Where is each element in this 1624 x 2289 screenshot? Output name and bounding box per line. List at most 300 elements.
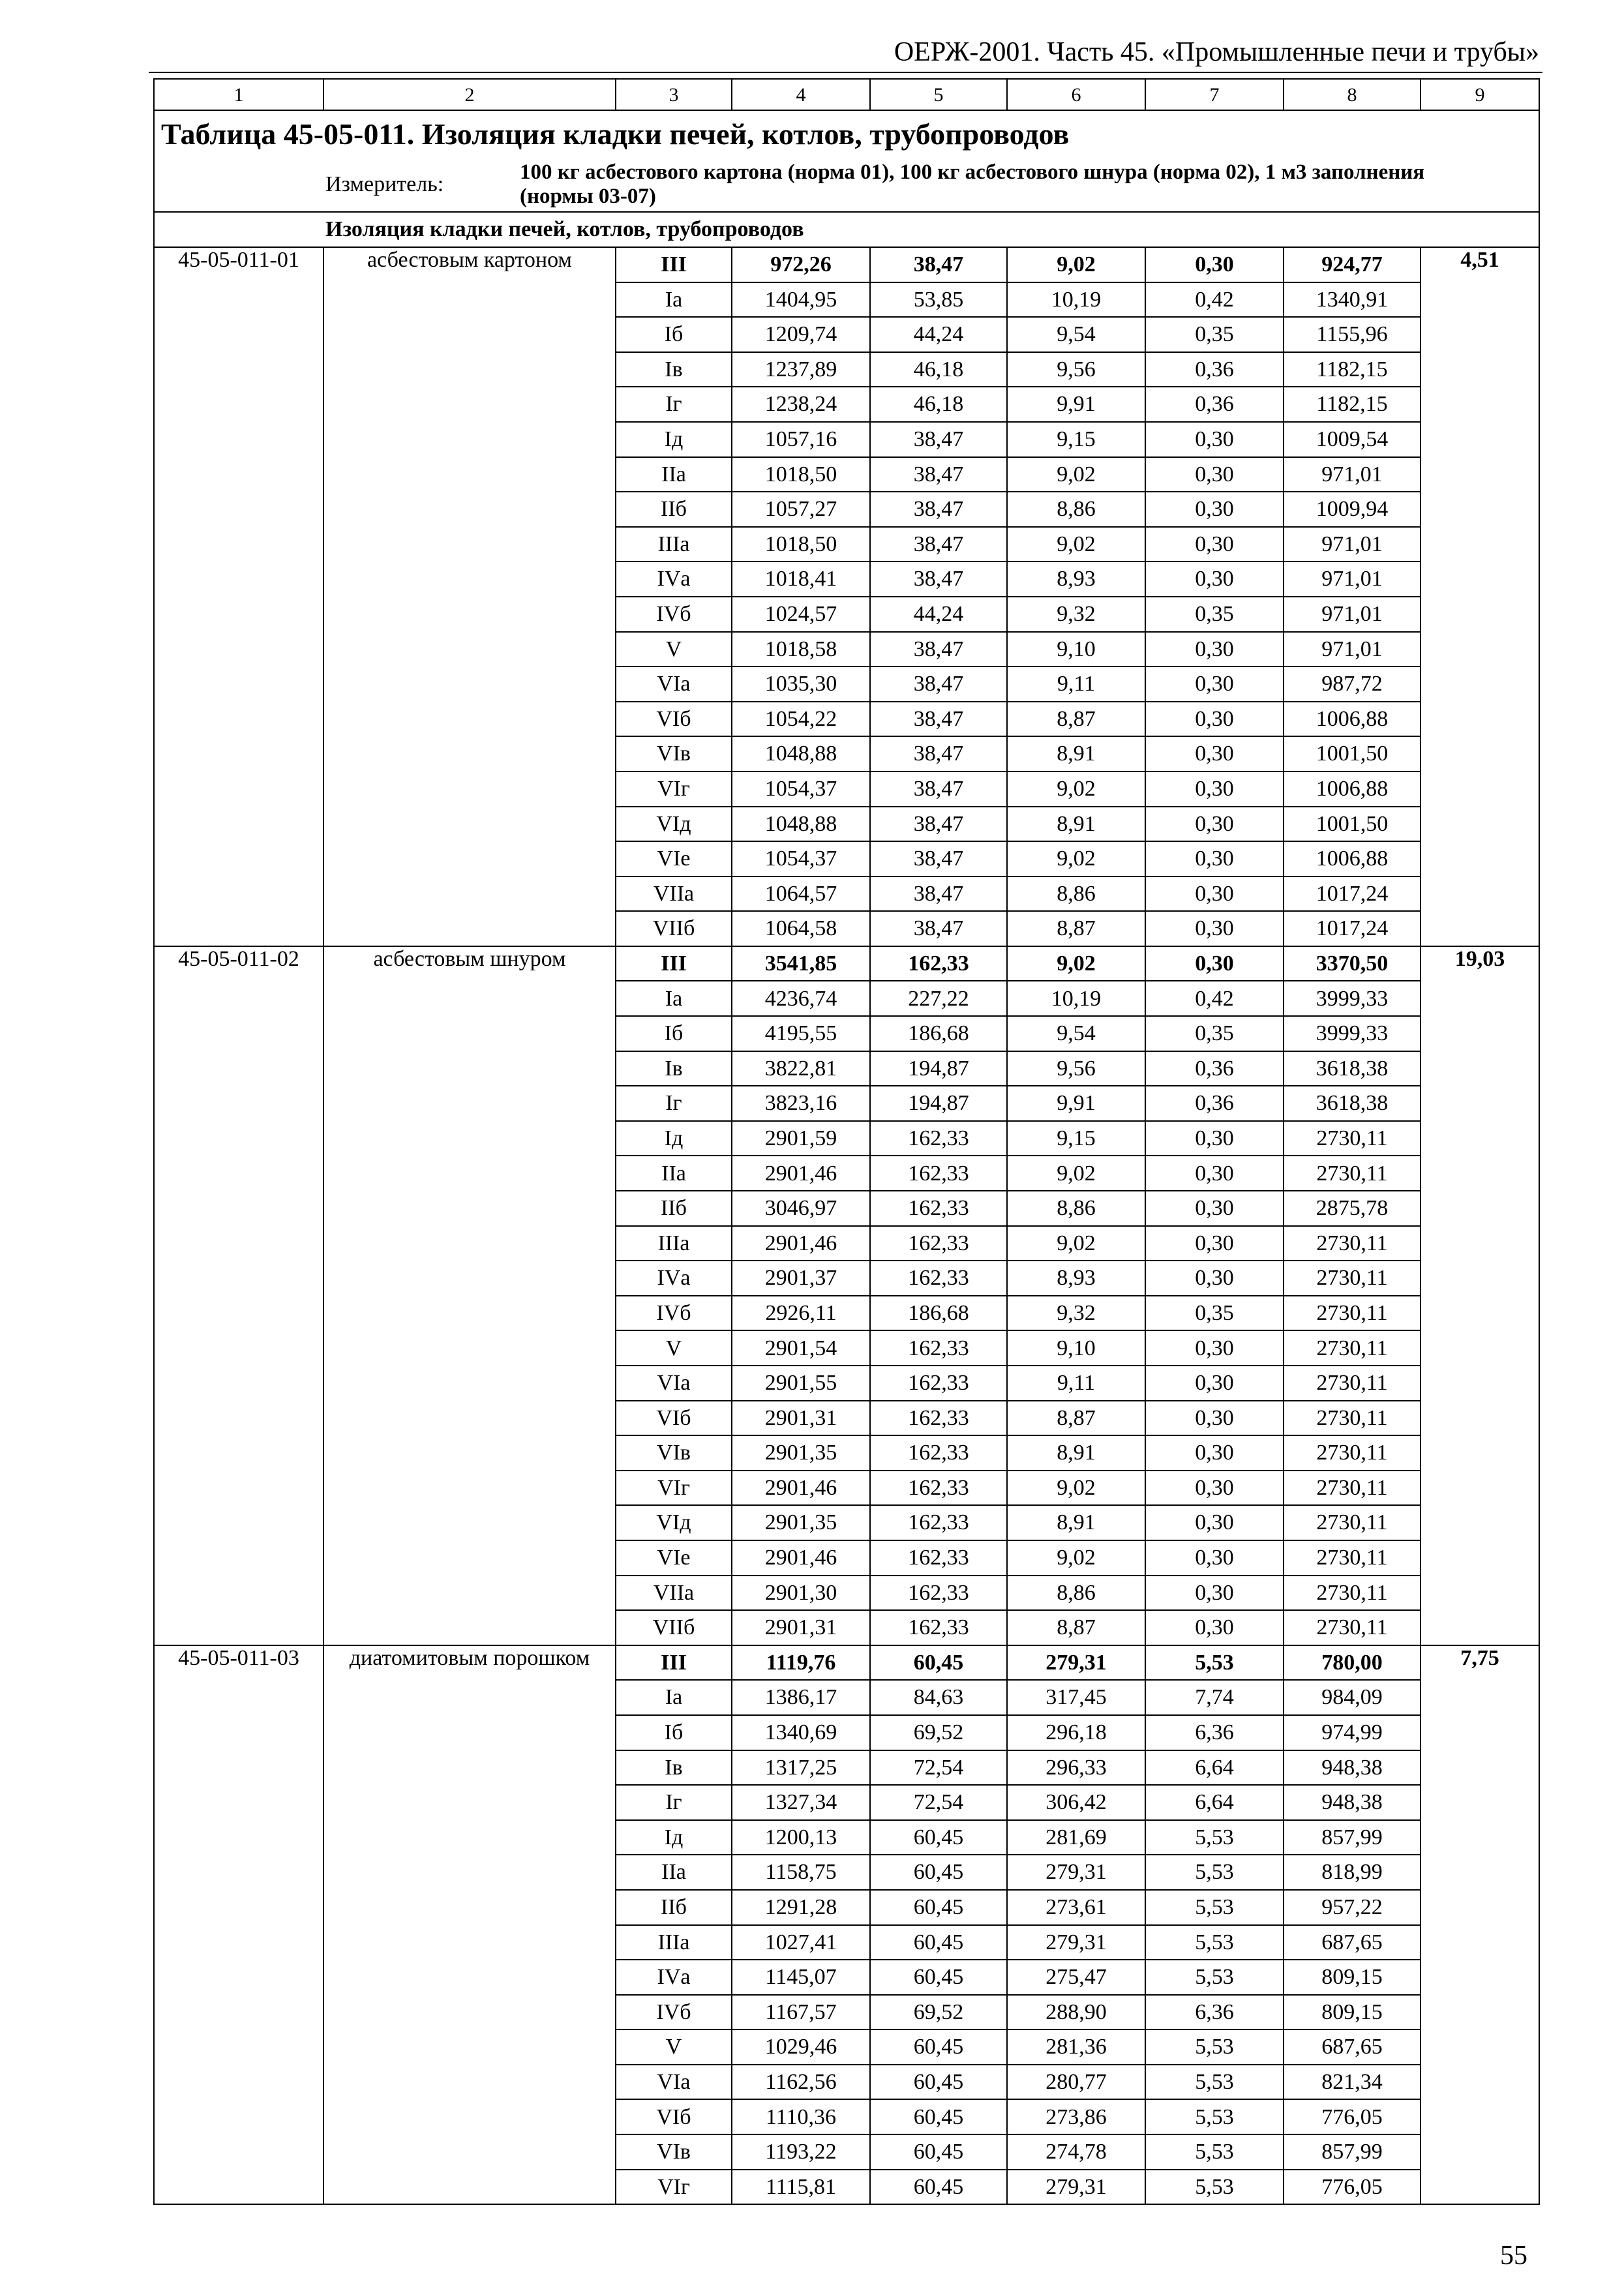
region-cell: V xyxy=(616,2029,732,2065)
value-cell: 46,18 xyxy=(870,387,1007,422)
value-cell: 1119,76 xyxy=(732,1645,870,1681)
value-cell: 60,45 xyxy=(870,1960,1007,1995)
value-cell: 0,30 xyxy=(1145,561,1284,597)
region-cell: V xyxy=(616,632,732,667)
region-cell: VIе xyxy=(616,1540,732,1576)
value-cell: 987,72 xyxy=(1284,666,1421,702)
value-cell: 9,02 xyxy=(1007,1156,1145,1191)
value-cell: 1200,13 xyxy=(732,1820,870,1855)
value-cell: 687,65 xyxy=(1284,1925,1421,1960)
value-cell: 5,53 xyxy=(1145,1925,1284,1960)
value-cell: 72,54 xyxy=(870,1750,1007,1786)
region-cell: VIIб xyxy=(616,911,732,946)
value-cell: 38,47 xyxy=(870,702,1007,737)
value-cell: 8,91 xyxy=(1007,736,1145,771)
region-cell: VIб xyxy=(616,2099,732,2134)
value-cell: 162,33 xyxy=(870,1191,1007,1226)
value-cell: 776,05 xyxy=(1284,2099,1421,2134)
value-cell: 1182,15 xyxy=(1284,387,1421,422)
value-cell: 8,91 xyxy=(1007,1435,1145,1471)
region-cell: IVб xyxy=(616,1995,732,2030)
region-cell: Iг xyxy=(616,1785,732,1820)
value-cell: 162,33 xyxy=(870,1610,1007,1645)
value-cell: 9,02 xyxy=(1007,1226,1145,1261)
value-cell: 2901,46 xyxy=(732,1471,870,1506)
value-cell: 162,33 xyxy=(870,1540,1007,1576)
value-cell: 0,30 xyxy=(1145,1156,1284,1191)
value-cell: 8,87 xyxy=(1007,1610,1145,1645)
region-cell: IIа xyxy=(616,1156,732,1191)
table-row xyxy=(154,946,1539,981)
value-cell: 0,30 xyxy=(1145,911,1284,946)
value-cell: 60,45 xyxy=(870,1820,1007,1855)
value-cell: 0,30 xyxy=(1145,666,1284,702)
value-cell: 9,10 xyxy=(1007,632,1145,667)
value-cell: 296,18 xyxy=(1007,1715,1145,1750)
value-cell: 1145,07 xyxy=(732,1960,870,1995)
value-cell: 818,99 xyxy=(1284,1855,1421,1890)
value-cell: 6,36 xyxy=(1145,1715,1284,1750)
value-cell: 60,45 xyxy=(870,1855,1007,1890)
value-cell: 0,35 xyxy=(1145,317,1284,352)
region-cell: IVа xyxy=(616,1261,732,1296)
column-number: 7 xyxy=(1145,79,1284,110)
norm-name: асбестовым шнуром xyxy=(323,946,616,1645)
value-cell: 6,36 xyxy=(1145,1995,1284,2030)
value-cell: 0,30 xyxy=(1145,876,1284,912)
measure-row xyxy=(154,158,1539,212)
value-cell: 227,22 xyxy=(870,981,1007,1016)
region-cell: VIв xyxy=(616,1435,732,1471)
value-cell: 5,53 xyxy=(1145,1960,1284,1995)
value-cell: 279,31 xyxy=(1007,1645,1145,1681)
value-cell: 0,30 xyxy=(1145,736,1284,771)
value-cell: 8,86 xyxy=(1007,1191,1145,1226)
region-cell: IVа xyxy=(616,561,732,597)
value-cell: 1162,56 xyxy=(732,2065,870,2100)
region-cell: Iд xyxy=(616,1121,732,1156)
value-cell: 1048,88 xyxy=(732,736,870,771)
value-cell: 3999,33 xyxy=(1284,1016,1421,1051)
region-cell: VIIб xyxy=(616,1610,732,1645)
value-cell: 0,30 xyxy=(1145,527,1284,562)
value-cell: 273,86 xyxy=(1007,2099,1145,2134)
value-cell: 971,01 xyxy=(1284,561,1421,597)
value-cell: 5,53 xyxy=(1145,1890,1284,1925)
value-cell: 1009,54 xyxy=(1284,422,1421,457)
value-cell: 0,30 xyxy=(1145,1435,1284,1471)
value-cell: 38,47 xyxy=(870,911,1007,946)
column-number: 8 xyxy=(1284,79,1421,110)
value-cell: 1035,30 xyxy=(732,666,870,702)
value-cell: 1340,91 xyxy=(1284,282,1421,318)
value-cell: 3823,16 xyxy=(732,1086,870,1121)
value-cell: 2901,37 xyxy=(732,1261,870,1296)
measure-label: Измеритель: xyxy=(325,172,444,197)
value-cell: 279,31 xyxy=(1007,1855,1145,1890)
value-cell: 38,47 xyxy=(870,247,1007,282)
value-cell: 2730,11 xyxy=(1284,1226,1421,1261)
value-cell: 809,15 xyxy=(1284,1960,1421,1995)
region-cell: IIIа xyxy=(616,527,732,562)
value-cell: 1006,88 xyxy=(1284,702,1421,737)
value-cell: 8,93 xyxy=(1007,1261,1145,1296)
value-cell: 5,53 xyxy=(1145,1645,1284,1681)
value-cell: 1209,74 xyxy=(732,317,870,352)
value-cell: 0,30 xyxy=(1145,247,1284,282)
value-cell: 72,54 xyxy=(870,1785,1007,1820)
value-cell: 0,30 xyxy=(1145,1610,1284,1645)
value-cell: 162,33 xyxy=(870,1226,1007,1261)
value-cell: 971,01 xyxy=(1284,632,1421,667)
value-cell: 1155,96 xyxy=(1284,317,1421,352)
value-cell: 9,32 xyxy=(1007,1296,1145,1331)
value-cell: 5,53 xyxy=(1145,2065,1284,2100)
column-number-row xyxy=(154,79,1539,110)
value-cell: 9,32 xyxy=(1007,597,1145,632)
value-cell: 2901,54 xyxy=(732,1330,870,1366)
value-cell: 2901,30 xyxy=(732,1576,870,1611)
value-cell: 1054,37 xyxy=(732,841,870,876)
region-cell: IIа xyxy=(616,1855,732,1890)
value-cell: 7,74 xyxy=(1145,1680,1284,1715)
value-cell: 0,36 xyxy=(1145,1051,1284,1086)
norm-code: 45-05-011-01 xyxy=(154,247,323,946)
value-cell: 281,36 xyxy=(1007,2029,1145,2065)
value-cell: 1193,22 xyxy=(732,2134,870,2170)
value-cell: 0,30 xyxy=(1145,1401,1284,1436)
value-cell: 9,91 xyxy=(1007,387,1145,422)
value-cell: 2730,11 xyxy=(1284,1610,1421,1645)
region-cell: VIб xyxy=(616,1401,732,1436)
value-cell: 1001,50 xyxy=(1284,736,1421,771)
value-cell: 1064,57 xyxy=(732,876,870,912)
value-cell: 3370,50 xyxy=(1284,946,1421,981)
header-rule xyxy=(149,72,1542,73)
table-row xyxy=(154,247,1539,282)
value-cell: 288,90 xyxy=(1007,1995,1145,2030)
region-cell: IIIа xyxy=(616,1226,732,1261)
value-cell: 3999,33 xyxy=(1284,981,1421,1016)
column-number: 3 xyxy=(616,79,732,110)
value-cell: 1001,50 xyxy=(1284,807,1421,842)
value-cell: 2875,78 xyxy=(1284,1191,1421,1226)
value-cell: 857,99 xyxy=(1284,1820,1421,1855)
value-cell: 9,02 xyxy=(1007,946,1145,981)
value-cell: 8,87 xyxy=(1007,702,1145,737)
value-cell: 0,35 xyxy=(1145,1016,1284,1051)
region-cell: VIIа xyxy=(616,1576,732,1611)
value-cell: 2901,31 xyxy=(732,1610,870,1645)
value-cell: 162,33 xyxy=(870,1261,1007,1296)
value-cell: 273,61 xyxy=(1007,1890,1145,1925)
value-cell: 1291,28 xyxy=(732,1890,870,1925)
value-cell: 1327,34 xyxy=(732,1785,870,1820)
region-cell: Iа xyxy=(616,981,732,1016)
value-cell: 984,09 xyxy=(1284,1680,1421,1715)
value-cell: 9,11 xyxy=(1007,666,1145,702)
value-cell: 2926,11 xyxy=(732,1296,870,1331)
region-cell: III xyxy=(616,1645,732,1681)
value-cell: 9,02 xyxy=(1007,527,1145,562)
region-cell: VIб xyxy=(616,702,732,737)
region-cell: Iа xyxy=(616,282,732,318)
value-cell: 162,33 xyxy=(870,1435,1007,1471)
value-cell: 0,30 xyxy=(1145,1540,1284,1576)
value-cell: 1404,95 xyxy=(732,282,870,318)
value-cell: 9,56 xyxy=(1007,352,1145,387)
value-cell: 5,53 xyxy=(1145,2134,1284,2170)
value-cell: 971,01 xyxy=(1284,527,1421,562)
region-cell: VIв xyxy=(616,2134,732,2170)
norms-table xyxy=(153,78,1540,2205)
value-cell: 38,47 xyxy=(870,457,1007,492)
value-cell: 1018,50 xyxy=(732,457,870,492)
value-cell: 60,45 xyxy=(870,1890,1007,1925)
value-cell: 1048,88 xyxy=(732,807,870,842)
value-cell: 6,64 xyxy=(1145,1750,1284,1786)
value-cell: 2730,11 xyxy=(1284,1540,1421,1576)
value-cell: 279,31 xyxy=(1007,2170,1145,2205)
value-cell: 2730,11 xyxy=(1284,1366,1421,1401)
value-cell: 1386,17 xyxy=(732,1680,870,1715)
value-cell: 1018,50 xyxy=(732,527,870,562)
value-cell: 1024,57 xyxy=(732,597,870,632)
table-body xyxy=(154,79,1539,2204)
value-cell: 3618,38 xyxy=(1284,1086,1421,1121)
value-cell: 1009,94 xyxy=(1284,492,1421,527)
value-cell: 9,02 xyxy=(1007,1540,1145,1576)
value-cell: 38,47 xyxy=(870,807,1007,842)
region-cell: III xyxy=(616,946,732,981)
value-cell: 1017,24 xyxy=(1284,876,1421,912)
value-cell: 8,91 xyxy=(1007,1505,1145,1540)
value-cell: 38,47 xyxy=(870,876,1007,912)
value-cell: 1064,58 xyxy=(732,911,870,946)
value-cell: 2901,35 xyxy=(732,1435,870,1471)
value-cell: 0,30 xyxy=(1145,807,1284,842)
value-cell: 317,45 xyxy=(1007,1680,1145,1715)
value-cell: 84,63 xyxy=(870,1680,1007,1715)
value-cell: 162,33 xyxy=(870,1401,1007,1436)
value-cell: 0,30 xyxy=(1145,702,1284,737)
value-cell: 0,30 xyxy=(1145,1505,1284,1540)
region-cell: IVб xyxy=(616,597,732,632)
column-number: 1 xyxy=(154,79,323,110)
value-cell: 687,65 xyxy=(1284,2029,1421,2065)
value-cell: 0,30 xyxy=(1145,422,1284,457)
region-cell: VIа xyxy=(616,1366,732,1401)
value-cell: 279,31 xyxy=(1007,1925,1145,1960)
value-cell: 971,01 xyxy=(1284,457,1421,492)
region-cell: VIа xyxy=(616,666,732,702)
norm-code: 45-05-011-02 xyxy=(154,946,323,1645)
value-cell: 1027,41 xyxy=(732,1925,870,1960)
norm-code: 45-05-011-03 xyxy=(154,1645,323,2205)
column-number: 6 xyxy=(1007,79,1145,110)
value-cell: 0,30 xyxy=(1145,632,1284,667)
value-cell: 38,47 xyxy=(870,492,1007,527)
value-cell: 9,54 xyxy=(1007,1016,1145,1051)
column-number: 9 xyxy=(1421,79,1539,110)
region-cell: IIа xyxy=(616,457,732,492)
region-cell: Iв xyxy=(616,1051,732,1086)
value-cell: 1018,41 xyxy=(732,561,870,597)
value-cell: 2901,35 xyxy=(732,1505,870,1540)
value-cell: 38,47 xyxy=(870,561,1007,597)
region-cell: VIг xyxy=(616,2170,732,2205)
value-cell: 186,68 xyxy=(870,1016,1007,1051)
region-cell: VIг xyxy=(616,1471,732,1506)
value-cell: 281,69 xyxy=(1007,1820,1145,1855)
value-cell: 280,77 xyxy=(1007,2065,1145,2100)
value-cell: 2730,11 xyxy=(1284,1121,1421,1156)
value-cell: 53,85 xyxy=(870,282,1007,318)
value-cell: 296,33 xyxy=(1007,1750,1145,1786)
page-number: 55 xyxy=(1500,2241,1527,2271)
value-cell: 3822,81 xyxy=(732,1051,870,1086)
value-cell: 9,02 xyxy=(1007,457,1145,492)
value-cell: 60,45 xyxy=(870,2134,1007,2170)
value-cell: 1167,57 xyxy=(732,1995,870,2030)
value-cell: 162,33 xyxy=(870,946,1007,981)
value-cell: 9,10 xyxy=(1007,1330,1145,1366)
region-cell: IIIа xyxy=(616,1925,732,1960)
value-cell: 162,33 xyxy=(870,1366,1007,1401)
value-cell: 5,53 xyxy=(1145,1820,1284,1855)
value-cell: 0,30 xyxy=(1145,1121,1284,1156)
value-cell: 1182,15 xyxy=(1284,352,1421,387)
value-cell: 957,22 xyxy=(1284,1890,1421,1925)
value-cell: 8,87 xyxy=(1007,911,1145,946)
value-cell: 9,56 xyxy=(1007,1051,1145,1086)
value-cell: 5,53 xyxy=(1145,2170,1284,2205)
value-cell: 162,33 xyxy=(870,1121,1007,1156)
value-cell: 1054,22 xyxy=(732,702,870,737)
value-cell: 1317,25 xyxy=(732,1750,870,1786)
column-number: 2 xyxy=(323,79,616,110)
value-cell: 2901,31 xyxy=(732,1401,870,1436)
measure-wrap xyxy=(155,158,1539,211)
value-cell: 2901,55 xyxy=(732,1366,870,1401)
value-cell: 9,54 xyxy=(1007,317,1145,352)
value-cell: 38,47 xyxy=(870,527,1007,562)
value-cell: 821,34 xyxy=(1284,2065,1421,2100)
column-9-value: 19,03 xyxy=(1421,946,1539,1645)
value-cell: 9,02 xyxy=(1007,247,1145,282)
value-cell: 275,47 xyxy=(1007,1960,1145,1995)
value-cell: 60,45 xyxy=(870,1925,1007,1960)
region-cell: IIб xyxy=(616,492,732,527)
region-cell: IVа xyxy=(616,1960,732,1995)
value-cell: 194,87 xyxy=(870,1086,1007,1121)
value-cell: 972,26 xyxy=(732,247,870,282)
value-cell: 44,24 xyxy=(870,597,1007,632)
region-cell: Iб xyxy=(616,1715,732,1750)
value-cell: 974,99 xyxy=(1284,1715,1421,1750)
region-cell: Iб xyxy=(616,317,732,352)
region-cell: Iа xyxy=(616,1680,732,1715)
value-cell: 0,30 xyxy=(1145,1226,1284,1261)
value-cell: 8,86 xyxy=(1007,1576,1145,1611)
value-cell: 0,30 xyxy=(1145,771,1284,807)
value-cell: 780,00 xyxy=(1284,1645,1421,1681)
region-cell: VIд xyxy=(616,807,732,842)
value-cell: 2901,59 xyxy=(732,1121,870,1156)
value-cell: 1340,69 xyxy=(732,1715,870,1750)
value-cell: 46,18 xyxy=(870,352,1007,387)
value-cell: 1237,89 xyxy=(732,352,870,387)
value-cell: 9,91 xyxy=(1007,1086,1145,1121)
region-cell: VIг xyxy=(616,771,732,807)
value-cell: 1057,27 xyxy=(732,492,870,527)
value-cell: 60,45 xyxy=(870,1645,1007,1681)
value-cell: 8,87 xyxy=(1007,1401,1145,1436)
running-header: ОЕРЖ-2001. Часть 45. «Промышленные печи и трубы» xyxy=(894,37,1539,67)
value-cell: 38,47 xyxy=(870,771,1007,807)
region-cell: IVб xyxy=(616,1296,732,1331)
value-cell: 38,47 xyxy=(870,736,1007,771)
region-cell: III xyxy=(616,247,732,282)
region-cell: Iг xyxy=(616,1086,732,1121)
value-cell: 274,78 xyxy=(1007,2134,1145,2170)
value-cell: 9,15 xyxy=(1007,422,1145,457)
column-9-value: 4,51 xyxy=(1421,247,1539,946)
region-cell: Iд xyxy=(616,1820,732,1855)
value-cell: 0,30 xyxy=(1145,1576,1284,1611)
value-cell: 9,02 xyxy=(1007,771,1145,807)
value-cell: 2730,11 xyxy=(1284,1505,1421,1540)
measure-text: 100 кг асбестового картона (норма 01), 100 кг асбестового шнура (норма 02), 1 м3 заполнения (нормы 03-07) xyxy=(520,160,1425,208)
value-cell: 5,53 xyxy=(1145,2029,1284,2065)
value-cell: 8,91 xyxy=(1007,807,1145,842)
value-cell: 809,15 xyxy=(1284,1995,1421,2030)
value-cell: 162,33 xyxy=(870,1471,1007,1506)
value-cell: 2730,11 xyxy=(1284,1401,1421,1436)
region-cell: VIа xyxy=(616,2065,732,2100)
value-cell: 0,30 xyxy=(1145,946,1284,981)
value-cell: 1029,46 xyxy=(732,2029,870,2065)
value-cell: 0,42 xyxy=(1145,282,1284,318)
value-cell: 6,64 xyxy=(1145,1785,1284,1820)
value-cell: 1110,36 xyxy=(732,2099,870,2134)
value-cell: 1238,24 xyxy=(732,387,870,422)
value-cell: 4236,74 xyxy=(732,981,870,1016)
value-cell: 0,30 xyxy=(1145,841,1284,876)
value-cell: 0,36 xyxy=(1145,352,1284,387)
value-cell: 38,47 xyxy=(870,666,1007,702)
norm-name: асбестовым картоном xyxy=(323,247,616,946)
section-row xyxy=(154,212,1539,247)
table-row xyxy=(154,1645,1539,1681)
value-cell: 38,47 xyxy=(870,422,1007,457)
value-cell: 162,33 xyxy=(870,1156,1007,1191)
value-cell: 0,36 xyxy=(1145,1086,1284,1121)
region-cell: Iг xyxy=(616,387,732,422)
value-cell: 8,86 xyxy=(1007,492,1145,527)
value-cell: 2901,46 xyxy=(732,1156,870,1191)
value-cell: 162,33 xyxy=(870,1505,1007,1540)
value-cell: 8,86 xyxy=(1007,876,1145,912)
column-number: 5 xyxy=(870,79,1007,110)
value-cell: 8,93 xyxy=(1007,561,1145,597)
value-cell: 2901,46 xyxy=(732,1226,870,1261)
value-cell: 1115,81 xyxy=(732,2170,870,2205)
table-title-row xyxy=(154,110,1539,158)
value-cell: 0,42 xyxy=(1145,981,1284,1016)
value-cell: 0,30 xyxy=(1145,1191,1284,1226)
value-cell: 0,35 xyxy=(1145,597,1284,632)
